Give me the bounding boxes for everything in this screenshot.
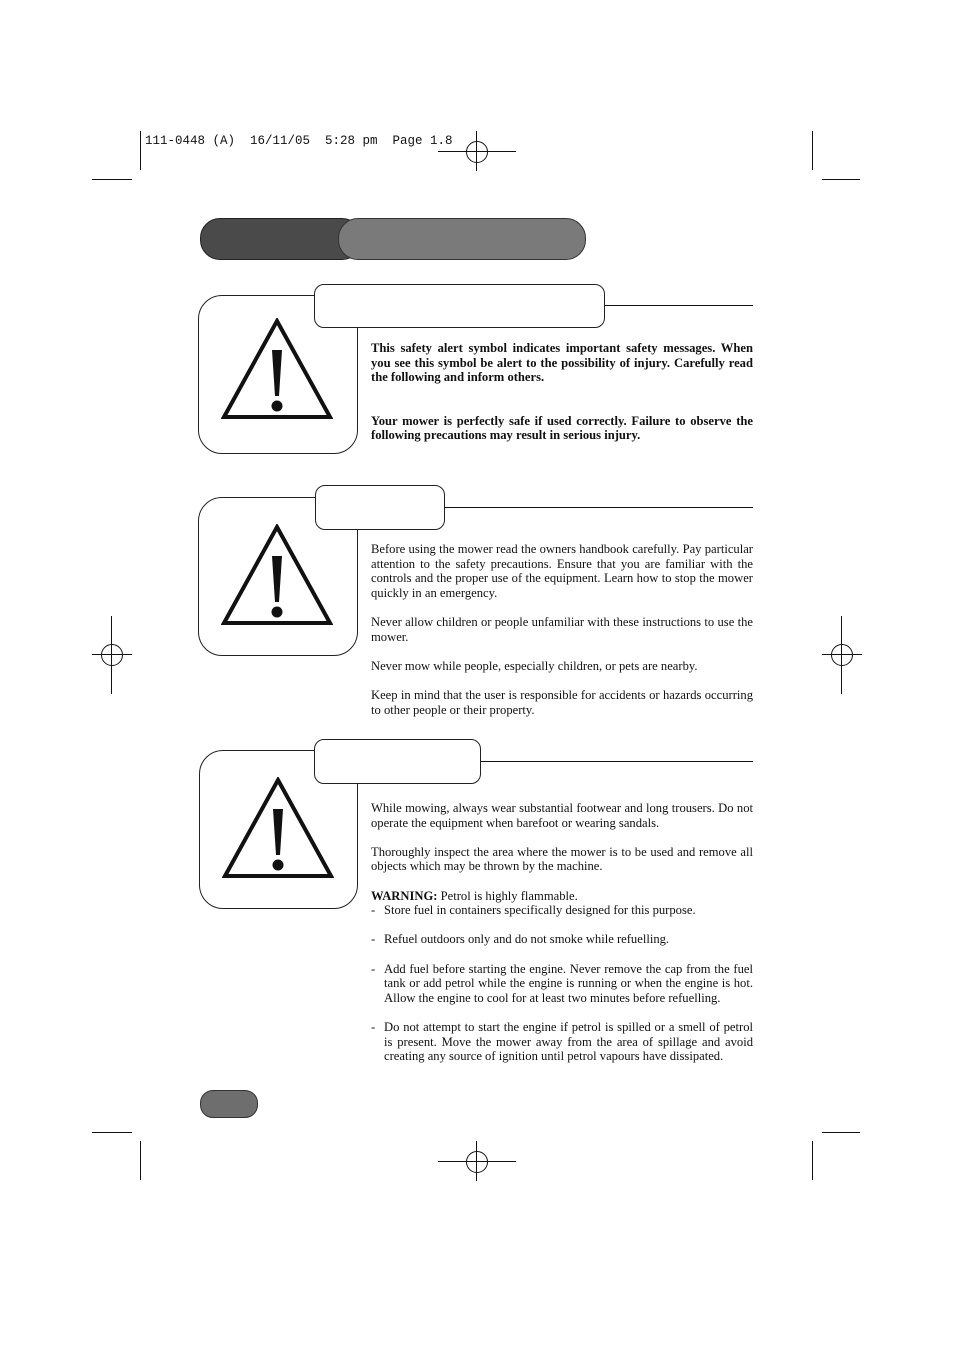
print-slug: 111-0448 (A) 16/11/05 5:28 pm Page 1.8 [145,134,453,148]
page-number-tab [200,1090,258,1118]
list-item [371,903,753,918]
safety-statement: Your mower is perfectly safe if used correctly. Failure to observe the following precautions may result in serious injury. [371,413,753,443]
bystanders-paragraph: Never mow while people, especially children, or pets are nearby. [371,658,698,673]
warning-triangle-icon [221,318,333,420]
list-item-text: Add fuel before starting the engine. Never remove the cap from the fuel tank or add petrol while the engine is running or when the engine is hot. Allow the engine to cool for at least two minutes before refuelling. [384,961,753,1005]
section2-text [371,542,753,732]
header-tab-grey [338,218,586,260]
crop-mark [822,179,860,180]
list-item-text: Do not attempt to start the engine if petrol is spilled or a smell of petrol is present. Move the mower away from the area of spillage and avoid creating any source of ignition until petrol vapours have dissipated. [384,1019,753,1064]
bullet-dash: - [371,903,376,918]
warning-triangle-icon [222,777,334,879]
handbook-paragraph: Before using the mower read the owners handbook carefully. Pay particular attention to the safety precautions. Ensure that you are familiar with the controls and the proper use of the equipment. Learn how to stop the mower quickly in an emergency. [371,542,753,600]
warning-triangle-icon [221,524,333,626]
registration-mark-icon [92,616,132,694]
list-item [371,932,753,947]
children-paragraph: Never allow children or people unfamiliar with these instructions to use the mower. [371,614,753,644]
footwear-paragraph: While mowing, always wear substantial footwear and long trousers. Do not operate the equipment when barefoot or wearing sandals. [371,801,753,830]
section-heading-tab [314,739,481,784]
warning-label: WARNING: [371,888,438,903]
crop-mark [812,131,813,170]
list-item [371,962,753,1006]
section-rule [480,761,753,762]
responsibility-paragraph: Keep in mind that the user is responsible for accidents or hazards occurring to other people or their property. [371,687,753,717]
crop-mark [822,1132,860,1133]
section-heading-tab [314,284,605,328]
list-item-text: Refuel outdoors only and do not smoke while refuelling. [384,932,670,947]
section-rule [444,507,753,508]
list-item-text: Store fuel in containers specifically designed for this purpose. [384,903,696,918]
crop-mark [92,1132,132,1133]
registration-mark-icon [822,616,862,694]
crop-mark [92,179,132,180]
section-rule [604,305,753,306]
crop-mark [812,1141,813,1180]
crop-mark [140,1141,141,1180]
bullet-dash: - [371,1019,376,1034]
inspect-paragraph: Thoroughly inspect the area where the mower is to be used and remove all objects which may be thrown by the machine. [371,844,753,874]
list-item [371,1020,753,1064]
section3-text [371,801,753,1078]
safety-intro: This safety alert symbol indicates important safety messages. When you see this symbol be alert to the possibility of injury. Carefully read the following and inform others. [371,341,753,385]
bullet-dash: - [371,961,376,976]
petrol-warning [371,889,753,904]
registration-mark-icon [438,1141,516,1181]
registration-mark-icon [438,131,516,171]
warning-text: Petrol is highly flammable. [440,888,578,903]
crop-mark [140,131,141,170]
section1-text [371,341,753,458]
bullet-dash: - [371,932,376,947]
section-heading-tab [315,485,445,530]
